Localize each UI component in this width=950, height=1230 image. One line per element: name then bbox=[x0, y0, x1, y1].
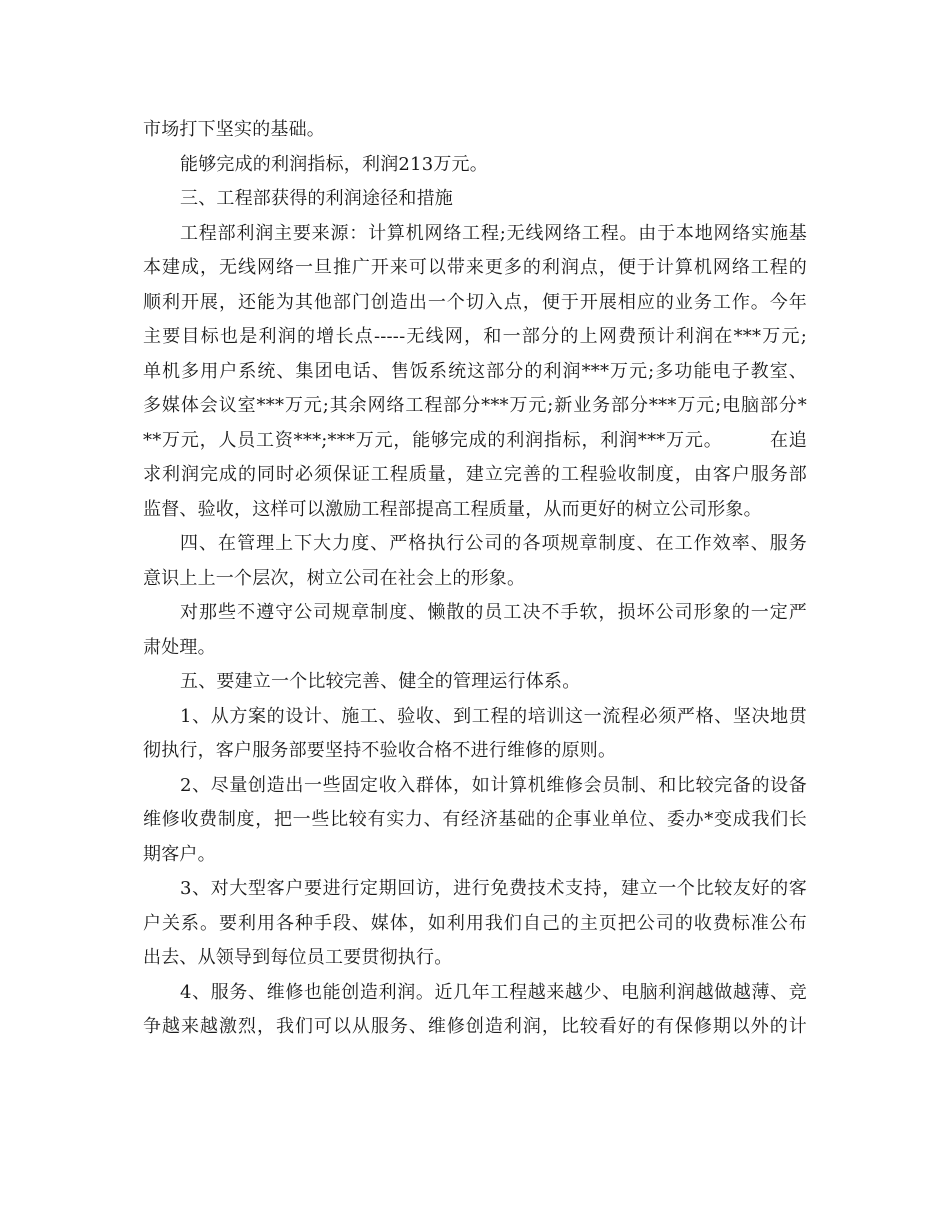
list-item-line: 户关系。要利用各种手段、媒体，如利用我们自己的主页把公司的收费标准公布 bbox=[143, 912, 807, 934]
list-item-line: 出去、从领导到每位员工要贯彻执行。 bbox=[143, 947, 453, 968]
list-item-line: 3、对大型客户要进行定期回访，进行免费技术支持，建立一个比较友好的客 bbox=[180, 878, 807, 899]
paragraph-line: 意识上上一个层次，树立公司在社会上的形象。 bbox=[143, 567, 526, 589]
paragraph-line: 肃处理。 bbox=[143, 636, 216, 658]
paragraph-line: 多媒体会议室***万元;其余网络工程部分***万元;新业务部分***万元;电脑部分* bbox=[143, 395, 807, 416]
list-item-line: 4、服务、维修也能创造利润。近几年工程越来越少、电脑利润越做越薄、竞 bbox=[180, 981, 807, 1003]
document-body bbox=[143, 113, 807, 1045]
list-item-line: 维修收费制度，把一些比较有实力、有经济基础的企事业单位、委办*变成我们长 bbox=[143, 809, 807, 830]
section-heading: 五、要建立一个比较完善、健全的管理运行体系。 bbox=[180, 671, 581, 692]
paragraph-line: 能够完成的利润指标，利润213万元。 bbox=[180, 153, 488, 175]
section-heading: 三、工程部获得的利润途径和措施 bbox=[180, 188, 453, 209]
paragraph-line: 主要目标也是利润的增长点-----无线网，和一部分的上网费预计利润在***万元; bbox=[143, 326, 807, 347]
list-item-line: 彻执行，客户服务部要坚持不验收合格不进行维修的原则。 bbox=[143, 740, 617, 761]
paragraph-line: 本建成，无线网络一旦推广开来可以带来更多的利润点，便于计算机网络工程的 bbox=[143, 257, 807, 278]
paragraph-line: **万元，人员工资***;***万元，能够完成的利润指标，利润***万元。 在追 bbox=[143, 429, 807, 451]
paragraph-line: 顺利开展，还能为其他部门创造出一个切入点，便于开展相应的业务工作。今年 bbox=[143, 291, 807, 313]
paragraph-line: 求利润完成的同时必须保证工程质量，建立完善的工程验收制度，由客户服务部 bbox=[143, 464, 807, 485]
paragraph-line: 监督、验收，这样可以激励工程部提高工程质量，从而更好的树立公司形象。 bbox=[143, 498, 762, 520]
section-heading: 四、在管理上下大力度、严格执行公司的各项规章制度、在工作效率、服务 bbox=[180, 533, 807, 554]
list-item-line: 争越来越激烈，我们可以从服务、维修创造利润，比较看好的有保修期以外的计 bbox=[143, 1016, 807, 1037]
list-item-line: 1、从方案的设计、施工、验收、到工程的培训这一流程必须严格、坚决地贯 bbox=[180, 705, 807, 727]
paragraph-line: 工程部利润主要来源：计算机网络工程;无线网络工程。由于本地网络实施基 bbox=[180, 222, 807, 244]
paragraph-line: 对那些不遵守公司规章制度、懒散的员工决不手软，损坏公司形象的一定严 bbox=[180, 602, 807, 623]
list-item-line: 期客户。 bbox=[143, 843, 216, 865]
list-item-line: 2、尽量创造出一些固定收入群体，如计算机维修会员制、和比较完备的设备 bbox=[180, 774, 807, 796]
paragraph-line: 单机多用户系统、集团电话、售饭系统这部分的利润***万元;多功能电子教室、 bbox=[143, 360, 807, 382]
paragraph-line: 市场打下坚实的基础。 bbox=[143, 119, 325, 140]
